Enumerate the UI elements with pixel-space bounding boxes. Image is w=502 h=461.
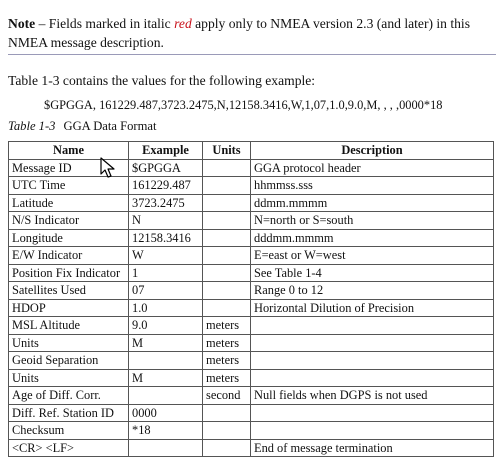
cell-example: 1 [129,264,203,282]
table-row [9,229,494,247]
cell-units [203,282,251,300]
table-row [9,387,494,405]
cell-name: Units [9,369,129,387]
note-red-word: red [174,16,192,31]
cell-name: Satellites Used [9,282,129,300]
cell-name: Units [9,334,129,352]
header-description: Description [251,142,494,160]
cell-example: N [129,212,203,230]
cell-description: Horizontal Dilution of Precision [251,299,494,317]
table-row [9,404,494,422]
cell-example: W [129,247,203,265]
cell-example: 161229.487 [129,177,203,195]
table-row [9,194,494,212]
cell-example [129,352,203,370]
cell-description: E=east or W=west [251,247,494,265]
cell-description [251,369,494,387]
cell-name: Latitude [9,194,129,212]
cell-description [251,334,494,352]
cell-name: MSL Altitude [9,317,129,335]
table-row [9,247,494,265]
cell-units [203,264,251,282]
cell-units: meters [203,317,251,335]
cell-units [203,212,251,230]
table-row [9,212,494,230]
header-name: Name [9,142,129,160]
cell-description: End of message termination [251,439,494,457]
cell-description: N=north or S=south [251,212,494,230]
table-row [9,159,494,177]
cell-example: 07 [129,282,203,300]
cell-units [203,229,251,247]
cell-name: Geoid Separation [9,352,129,370]
cell-units [203,422,251,440]
cell-units [203,439,251,457]
cell-name: UTC Time [9,177,129,195]
cell-name: Longitude [9,229,129,247]
cell-units [203,194,251,212]
cell-units [203,159,251,177]
cell-description: ddmm.mmmm [251,194,494,212]
cell-description [251,404,494,422]
cell-example: 3723.2475 [129,194,203,212]
gga-data-table [8,141,494,457]
header-units: Units [203,142,251,160]
note-divider [8,54,496,55]
cell-example: 9.0 [129,317,203,335]
table-row [9,369,494,387]
cell-example: *18 [129,422,203,440]
table-row [9,299,494,317]
note-text-before: – Fields marked in italic [35,16,175,31]
cell-name: Message ID [9,159,129,177]
cell-description: GGA protocol header [251,159,494,177]
cell-units [203,247,251,265]
cell-name: <CR> <LF> [9,439,129,457]
cell-description [251,317,494,335]
cell-name: Checksum [9,422,129,440]
cell-name: Position Fix Indicator [9,264,129,282]
cell-name: E/W Indicator [9,247,129,265]
cell-units: meters [203,334,251,352]
cell-units: second [203,387,251,405]
note-text-after: apply only to NMEA version 2.3 (and later) in this NMEA message description. [8,16,471,50]
table-row [9,439,494,457]
cell-description: Null fields when DGPS is not used [251,387,494,405]
cell-example: 0000 [129,404,203,422]
intro-text: Table 1-3 contains the values for the following example: [8,73,316,88]
cell-example: 1.0 [129,299,203,317]
table-caption-number: Table 1-3 [8,119,56,133]
table-row [9,334,494,352]
cell-description: See Table 1-4 [251,264,494,282]
cell-example [129,439,203,457]
header-example: Example [129,142,203,160]
table-row [9,264,494,282]
cell-units: meters [203,369,251,387]
cell-description [251,352,494,370]
table-row [9,177,494,195]
mouse-pointer-icon [100,157,116,179]
cell-units: meters [203,352,251,370]
table-caption-title: GGA Data Format [63,119,157,133]
note-label: Note [8,16,36,31]
note-paragraph [8,14,496,52]
cell-example [129,387,203,405]
cell-description [251,422,494,440]
cell-description: Range 0 to 12 [251,282,494,300]
cell-name: Age of Diff. Corr. [9,387,129,405]
cell-name: Diff. Ref. Station ID [9,404,129,422]
table-row [9,422,494,440]
cell-units [203,299,251,317]
table-row [9,317,494,335]
cell-example: $GPGGA [129,159,203,177]
cell-units [203,177,251,195]
cell-example: M [129,334,203,352]
cell-name: HDOP [9,299,129,317]
cell-name: N/S Indicator [9,212,129,230]
table-caption [8,118,157,134]
cell-units [203,404,251,422]
cell-example: M [129,369,203,387]
cell-example: 12158.3416 [129,229,203,247]
example-sentence: $GPGGA, 161229.487,3723.2475,N,12158.3416,W,1,07,1.0,9.0,M, , , ,0000*18 [44,98,443,112]
cell-description: hhmmss.sss [251,177,494,195]
table-row [9,282,494,300]
cell-description: dddmm.mmmm [251,229,494,247]
table-row [9,352,494,370]
table-header-row [9,142,494,160]
